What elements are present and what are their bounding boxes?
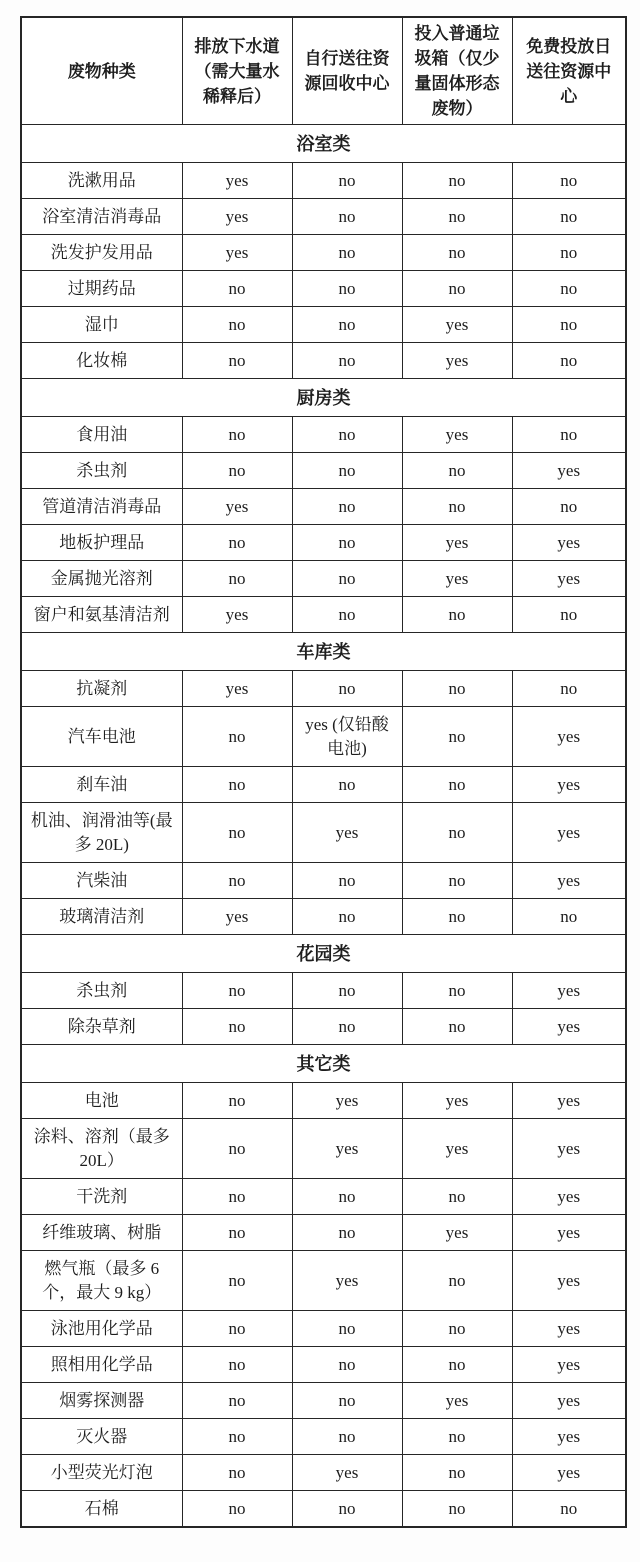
cell-value: no — [402, 707, 512, 767]
cell-value: yes — [512, 1119, 626, 1179]
cell-value: yes — [292, 1455, 402, 1491]
row-label: 洗发护发用品 — [21, 235, 182, 271]
cell-value: yes — [182, 235, 292, 271]
cell-value: no — [292, 1009, 402, 1045]
cell-value: no — [182, 271, 292, 307]
cell-value: no — [182, 1347, 292, 1383]
cell-value: no — [402, 1009, 512, 1045]
cell-value: yes — [292, 1083, 402, 1119]
row-label: 湿巾 — [21, 307, 182, 343]
column-header: 投入普通垃圾箱（仅少量固体形态废物） — [402, 17, 512, 125]
cell-value: no — [182, 1179, 292, 1215]
cell-value: no — [402, 235, 512, 271]
cell-value: no — [182, 767, 292, 803]
table-row — [21, 525, 626, 561]
cell-value: no — [402, 899, 512, 935]
cell-value: no — [292, 199, 402, 235]
cell-value: no — [402, 453, 512, 489]
cell-value: no — [512, 235, 626, 271]
row-label: 玻璃清洁剂 — [21, 899, 182, 935]
cell-value: yes — [512, 767, 626, 803]
cell-value: yes — [182, 199, 292, 235]
table-row — [21, 899, 626, 935]
cell-value: yes — [512, 561, 626, 597]
cell-value: yes — [512, 1179, 626, 1215]
table-body — [21, 125, 626, 1528]
cell-value: no — [182, 707, 292, 767]
cell-value: no — [182, 1009, 292, 1045]
table-row — [21, 1215, 626, 1251]
table-row — [21, 417, 626, 453]
cell-value: no — [512, 271, 626, 307]
section-title: 厨房类 — [21, 379, 626, 417]
cell-value: no — [292, 453, 402, 489]
cell-value: no — [292, 271, 402, 307]
row-label: 灭火器 — [21, 1419, 182, 1455]
waste-disposal-table — [20, 16, 627, 1528]
row-label: 浴室清洁消毒品 — [21, 199, 182, 235]
table-row — [21, 973, 626, 1009]
cell-value: no — [292, 489, 402, 525]
section-title: 花园类 — [21, 935, 626, 973]
cell-value: no — [402, 1347, 512, 1383]
column-header: 自行送往资源回收中心 — [292, 17, 402, 125]
cell-value: no — [402, 597, 512, 633]
row-label: 杀虫剂 — [21, 973, 182, 1009]
cell-value: no — [182, 1383, 292, 1419]
cell-value: no — [402, 1251, 512, 1311]
table-row — [21, 1179, 626, 1215]
cell-value: no — [292, 1491, 402, 1528]
cell-value: no — [512, 199, 626, 235]
row-label: 金属抛光溶剂 — [21, 561, 182, 597]
cell-value: yes — [182, 899, 292, 935]
cell-value: yes — [512, 863, 626, 899]
cell-value: yes — [512, 1083, 626, 1119]
table-row — [21, 803, 626, 863]
row-label: 干洗剂 — [21, 1179, 182, 1215]
section-row — [21, 379, 626, 417]
table-row — [21, 671, 626, 707]
row-label: 杀虫剂 — [21, 453, 182, 489]
cell-value: no — [182, 1215, 292, 1251]
cell-value: yes — [512, 1347, 626, 1383]
cell-value: no — [402, 1419, 512, 1455]
cell-value: no — [402, 671, 512, 707]
cell-value: no — [292, 1419, 402, 1455]
cell-value: no — [182, 803, 292, 863]
cell-value: no — [182, 1311, 292, 1347]
cell-value: no — [182, 453, 292, 489]
cell-value: no — [292, 525, 402, 561]
cell-value: no — [402, 163, 512, 199]
cell-value: no — [512, 163, 626, 199]
cell-value: no — [292, 863, 402, 899]
table-row — [21, 199, 626, 235]
cell-value: yes (仅铅酸电池) — [292, 707, 402, 767]
cell-value: no — [402, 271, 512, 307]
cell-value: no — [182, 973, 292, 1009]
cell-value: no — [402, 489, 512, 525]
cell-value: no — [292, 235, 402, 271]
row-label: 除杂草剂 — [21, 1009, 182, 1045]
cell-value: no — [182, 307, 292, 343]
cell-value: no — [292, 1179, 402, 1215]
cell-value: yes — [512, 1251, 626, 1311]
table-row — [21, 307, 626, 343]
table-row — [21, 489, 626, 525]
section-row — [21, 935, 626, 973]
table-row — [21, 1491, 626, 1528]
cell-value: no — [182, 417, 292, 453]
section-row — [21, 125, 626, 163]
cell-value: yes — [512, 1215, 626, 1251]
cell-value: yes — [512, 1419, 626, 1455]
cell-value: yes — [512, 803, 626, 863]
row-label: 烟雾探测器 — [21, 1383, 182, 1419]
cell-value: no — [402, 803, 512, 863]
cell-value: yes — [512, 1455, 626, 1491]
cell-value: yes — [512, 1009, 626, 1045]
cell-value: no — [292, 307, 402, 343]
cell-value: yes — [292, 803, 402, 863]
cell-value: no — [182, 1119, 292, 1179]
row-label: 刹车油 — [21, 767, 182, 803]
cell-value: yes — [402, 1119, 512, 1179]
row-label: 泳池用化学品 — [21, 1311, 182, 1347]
cell-value: no — [292, 973, 402, 1009]
cell-value: yes — [512, 707, 626, 767]
cell-value: no — [292, 899, 402, 935]
cell-value: yes — [182, 597, 292, 633]
cell-value: no — [292, 163, 402, 199]
cell-value: no — [402, 199, 512, 235]
cell-value: no — [182, 1419, 292, 1455]
table-row — [21, 1119, 626, 1179]
column-header: 废物种类 — [21, 17, 182, 125]
cell-value: yes — [402, 561, 512, 597]
cell-value: no — [182, 1455, 292, 1491]
cell-value: no — [182, 561, 292, 597]
table-row — [21, 597, 626, 633]
cell-value: yes — [512, 525, 626, 561]
table-row — [21, 343, 626, 379]
row-label: 电池 — [21, 1083, 182, 1119]
table-row — [21, 1455, 626, 1491]
table-row — [21, 1311, 626, 1347]
row-label: 汽车电池 — [21, 707, 182, 767]
cell-value: yes — [402, 343, 512, 379]
cell-value: yes — [292, 1251, 402, 1311]
cell-value: no — [402, 1491, 512, 1528]
section-title: 浴室类 — [21, 125, 626, 163]
row-label: 抗凝剂 — [21, 671, 182, 707]
cell-value: yes — [512, 453, 626, 489]
column-header: 排放下水道（需大量水稀释后） — [182, 17, 292, 125]
cell-value: yes — [402, 307, 512, 343]
table-row — [21, 767, 626, 803]
cell-value: no — [512, 343, 626, 379]
header-row — [21, 17, 626, 125]
cell-value: no — [182, 863, 292, 899]
section-title: 车库类 — [21, 633, 626, 671]
row-label: 石棉 — [21, 1491, 182, 1528]
cell-value: no — [512, 307, 626, 343]
table-row — [21, 235, 626, 271]
cell-value: yes — [402, 1383, 512, 1419]
row-label: 过期药品 — [21, 271, 182, 307]
cell-value: no — [292, 561, 402, 597]
table-row — [21, 453, 626, 489]
table-row — [21, 1083, 626, 1119]
cell-value: no — [182, 1491, 292, 1528]
row-label: 涂料、溶剂（最多 20L） — [21, 1119, 182, 1179]
cell-value: yes — [182, 163, 292, 199]
row-label: 小型荧光灯泡 — [21, 1455, 182, 1491]
cell-value: yes — [402, 525, 512, 561]
cell-value: no — [292, 671, 402, 707]
cell-value: no — [512, 489, 626, 525]
cell-value: yes — [402, 1215, 512, 1251]
cell-value: no — [512, 597, 626, 633]
cell-value: no — [292, 1311, 402, 1347]
table-row — [21, 271, 626, 307]
cell-value: no — [292, 343, 402, 379]
cell-value: yes — [512, 1383, 626, 1419]
table-row — [21, 1419, 626, 1455]
table-row — [21, 707, 626, 767]
table-row — [21, 561, 626, 597]
cell-value: yes — [512, 1311, 626, 1347]
row-label: 食用油 — [21, 417, 182, 453]
column-header: 免费投放日送往资源中心 — [512, 17, 626, 125]
table-row — [21, 1347, 626, 1383]
row-label: 汽柴油 — [21, 863, 182, 899]
cell-value: no — [292, 1215, 402, 1251]
cell-value: no — [182, 1251, 292, 1311]
row-label: 窗户和氨基清洁剂 — [21, 597, 182, 633]
cell-value: no — [182, 1083, 292, 1119]
section-row — [21, 633, 626, 671]
cell-value: no — [402, 973, 512, 1009]
section-title: 其它类 — [21, 1045, 626, 1083]
cell-value: yes — [182, 489, 292, 525]
table-row — [21, 1009, 626, 1045]
row-label: 机油、润滑油等(最多 20L) — [21, 803, 182, 863]
cell-value: no — [292, 1383, 402, 1419]
row-label: 洗漱用品 — [21, 163, 182, 199]
cell-value: no — [512, 1491, 626, 1528]
cell-value: yes — [512, 973, 626, 1009]
cell-value: no — [182, 525, 292, 561]
table-row — [21, 1251, 626, 1311]
table-row — [21, 1383, 626, 1419]
cell-value: no — [292, 417, 402, 453]
row-label: 管道清洁消毒品 — [21, 489, 182, 525]
cell-value: no — [402, 1311, 512, 1347]
row-label: 纤维玻璃、树脂 — [21, 1215, 182, 1251]
cell-value: no — [402, 1179, 512, 1215]
cell-value: no — [292, 767, 402, 803]
cell-value: no — [292, 1347, 402, 1383]
row-label: 燃气瓶（最多 6 个，最大 9 kg） — [21, 1251, 182, 1311]
table-row — [21, 863, 626, 899]
cell-value: yes — [402, 417, 512, 453]
cell-value: no — [402, 863, 512, 899]
cell-value: no — [402, 767, 512, 803]
cell-value: yes — [292, 1119, 402, 1179]
cell-value: yes — [402, 1083, 512, 1119]
row-label: 照相用化学品 — [21, 1347, 182, 1383]
cell-value: no — [512, 417, 626, 453]
cell-value: no — [402, 1455, 512, 1491]
cell-value: no — [512, 899, 626, 935]
row-label: 化妆棉 — [21, 343, 182, 379]
section-row — [21, 1045, 626, 1083]
cell-value: no — [182, 343, 292, 379]
table-row — [21, 163, 626, 199]
cell-value: no — [512, 671, 626, 707]
row-label: 地板护理品 — [21, 525, 182, 561]
cell-value: no — [292, 597, 402, 633]
cell-value: yes — [182, 671, 292, 707]
